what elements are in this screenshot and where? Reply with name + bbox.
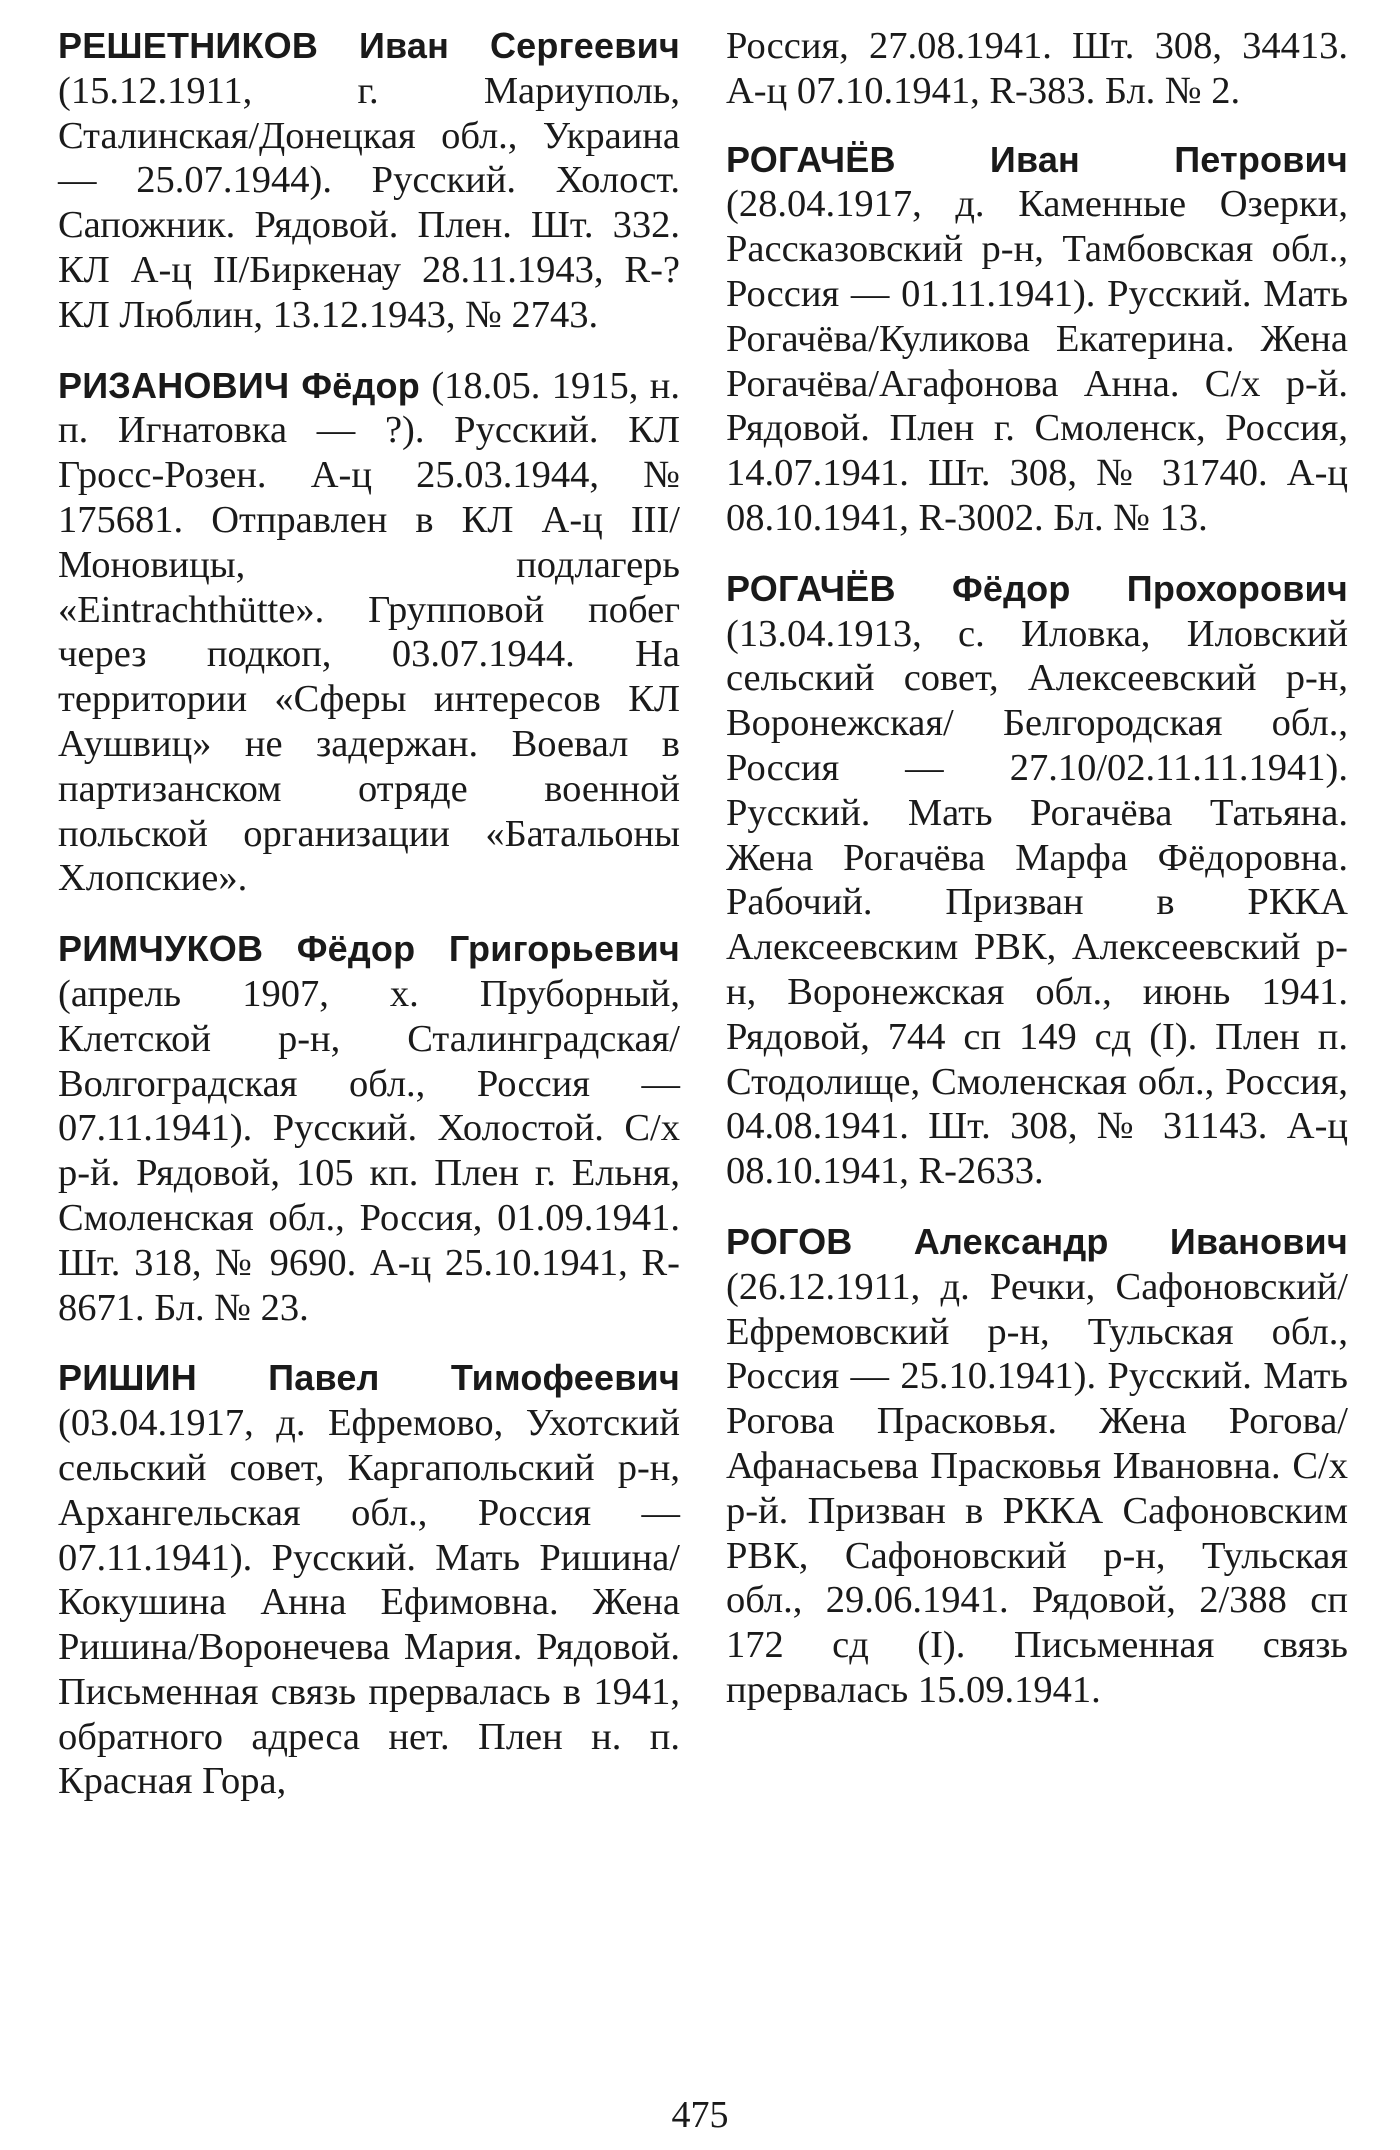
entry-name: РИШИН Павел Тимофеевич — [58, 1357, 680, 1399]
entry-text: (03.04.1917, д. Ефремово, Ухотский сельский совет, Каргапольский р-н, Архангельская обл., Россия — 07.11.1941). Русский. Мать Ришина/Кокушина Анна Ефимовна. Жена Ришина/Воронечева Мария. Рядовой. Письменная связь прервалась в 1941, обратного адреса нет. Плен н. п. Красная Гора, — [58, 1402, 680, 1803]
entry-name: РОГАЧЁВ Иван Петрович — [726, 138, 1348, 180]
book-page — [58, 24, 1348, 2044]
entry-text: (15.12.1911, г. Мариуполь, Сталинская/Донецкая обл., Украина — 25.07.1944). Русский. Холост. Сапожник. Рядовой. Плен. Шт. 332. КЛ А-ц II/Биркенау 28.11.1943, R-? КЛ Люблин, 13.12.1943, № 2743. — [58, 69, 680, 336]
page-number: 475 — [671, 2094, 729, 2136]
entry-text: (18.05. 1915, н. п. Игнатовка — ?). Русский. КЛ Гросс-Розен. А-ц 25.03.1944, № 175681. Отправлен в КЛ А-ц III/Моновицы, подлагерь «Eintrachthütte». Групповой побег через подкоп, 03.07.1944. На территории «Сферы интересов КЛ Аушвиц» не задержан. Воевал в партизанском отряде военной польской организации «Батальоны Хлопские». — [58, 364, 680, 900]
entry-text: (13.04.1913, с. Иловка, Иловский сельский совет, Алексеевский р-н, Воронежская/ Белгородская обл., Россия — 27.10/02.11.11.1941). Русский. Мать Рогачёва Татьяна. Жена Рогачёва Марфа Фёдоровна. Рабочий. Призван в РККА Алексеевским РВК, Алексеевский р-н, Воронежская обл., июнь 1941. Рядовой, 744 сп 149 сд (I). Плен п. Стодолище, Смоленская обл., Россия, 04.08.1941. Шт. 308, № 31143. А-ц 08.10.1941, R-2633. — [726, 612, 1348, 1193]
entry-name: РИМЧУКОВ Фёдор Григорьевич — [58, 928, 680, 970]
entry-text: Россия, 27.08.1941. Шт. 308, 34413. А-ц 07.10.1941, R-383. Бл. № 2. — [726, 25, 1348, 112]
entry-text: (апрель 1907, х. Пруборный, Клетской р-н, Сталинградская/Волгоградская обл., Россия — 07.11.1941). Русский. Холостой. С/х р-й. Рядовой, 105 кп. Плен г. Ельня, Смоленская обл., Россия, 01.09.1941. Шт. 318, № 9690. А-ц 25.10.1941, R-8671. Бл. № 23. — [58, 972, 680, 1329]
entry-text: (26.12.1911, д. Речки, Сафоновский/Ефремовский р-н, Тульская обл., Россия — 25.10.1941). Русский. Мать Рогова Прасковья. Жена Рогова/Афанасьева Прасковья Ивановна. С/х р-й. Призван в РККА Сафоновским РВК, Сафоновский р-н, Тульская обл., 29.06.1941. Рядовой, 2/388 сп 172 сд (I). Письменная связь прервалась 15.09.1941. — [726, 1265, 1348, 1711]
entry-name: РОГОВ Александр Иванович — [726, 1220, 1348, 1262]
entry-text: (28.04.1917, д. Каменные Озерки, Рассказовский р-н, Тамбовская обл., Россия — 01.11.1941). Русский. Мать Рогачёва/Куликова Екатерина. Жена Рогачёва/Агафонова Анна. С/х р-й. Рядовой. Плен г. Смоленск, Россия, 14.07.1941. Шт. 308, № 31740. А-ц 08.10.1941, R-3002. Бл. № 13. — [726, 183, 1348, 539]
entry-rishin — [58, 1356, 680, 1804]
right-column — [726, 24, 1348, 1739]
entry-rimchukov — [58, 927, 680, 1330]
entry-name: РИЗАНОВИЧ Фёдор — [58, 364, 420, 406]
entry-rishin-continued — [726, 24, 1348, 114]
left-column — [58, 24, 680, 1830]
entry-rizanovich — [58, 364, 680, 902]
entry-rogachev-fedor — [726, 567, 1348, 1194]
entry-name: РЕШЕТНИКОВ Иван Сергеевич — [58, 25, 680, 66]
entry-reshetnikov — [58, 24, 680, 338]
entry-name: РОГАЧЁВ Фёдор Прохорович — [726, 567, 1348, 609]
entry-rogachev-ivan — [726, 138, 1348, 541]
entry-rogov — [726, 1220, 1348, 1713]
